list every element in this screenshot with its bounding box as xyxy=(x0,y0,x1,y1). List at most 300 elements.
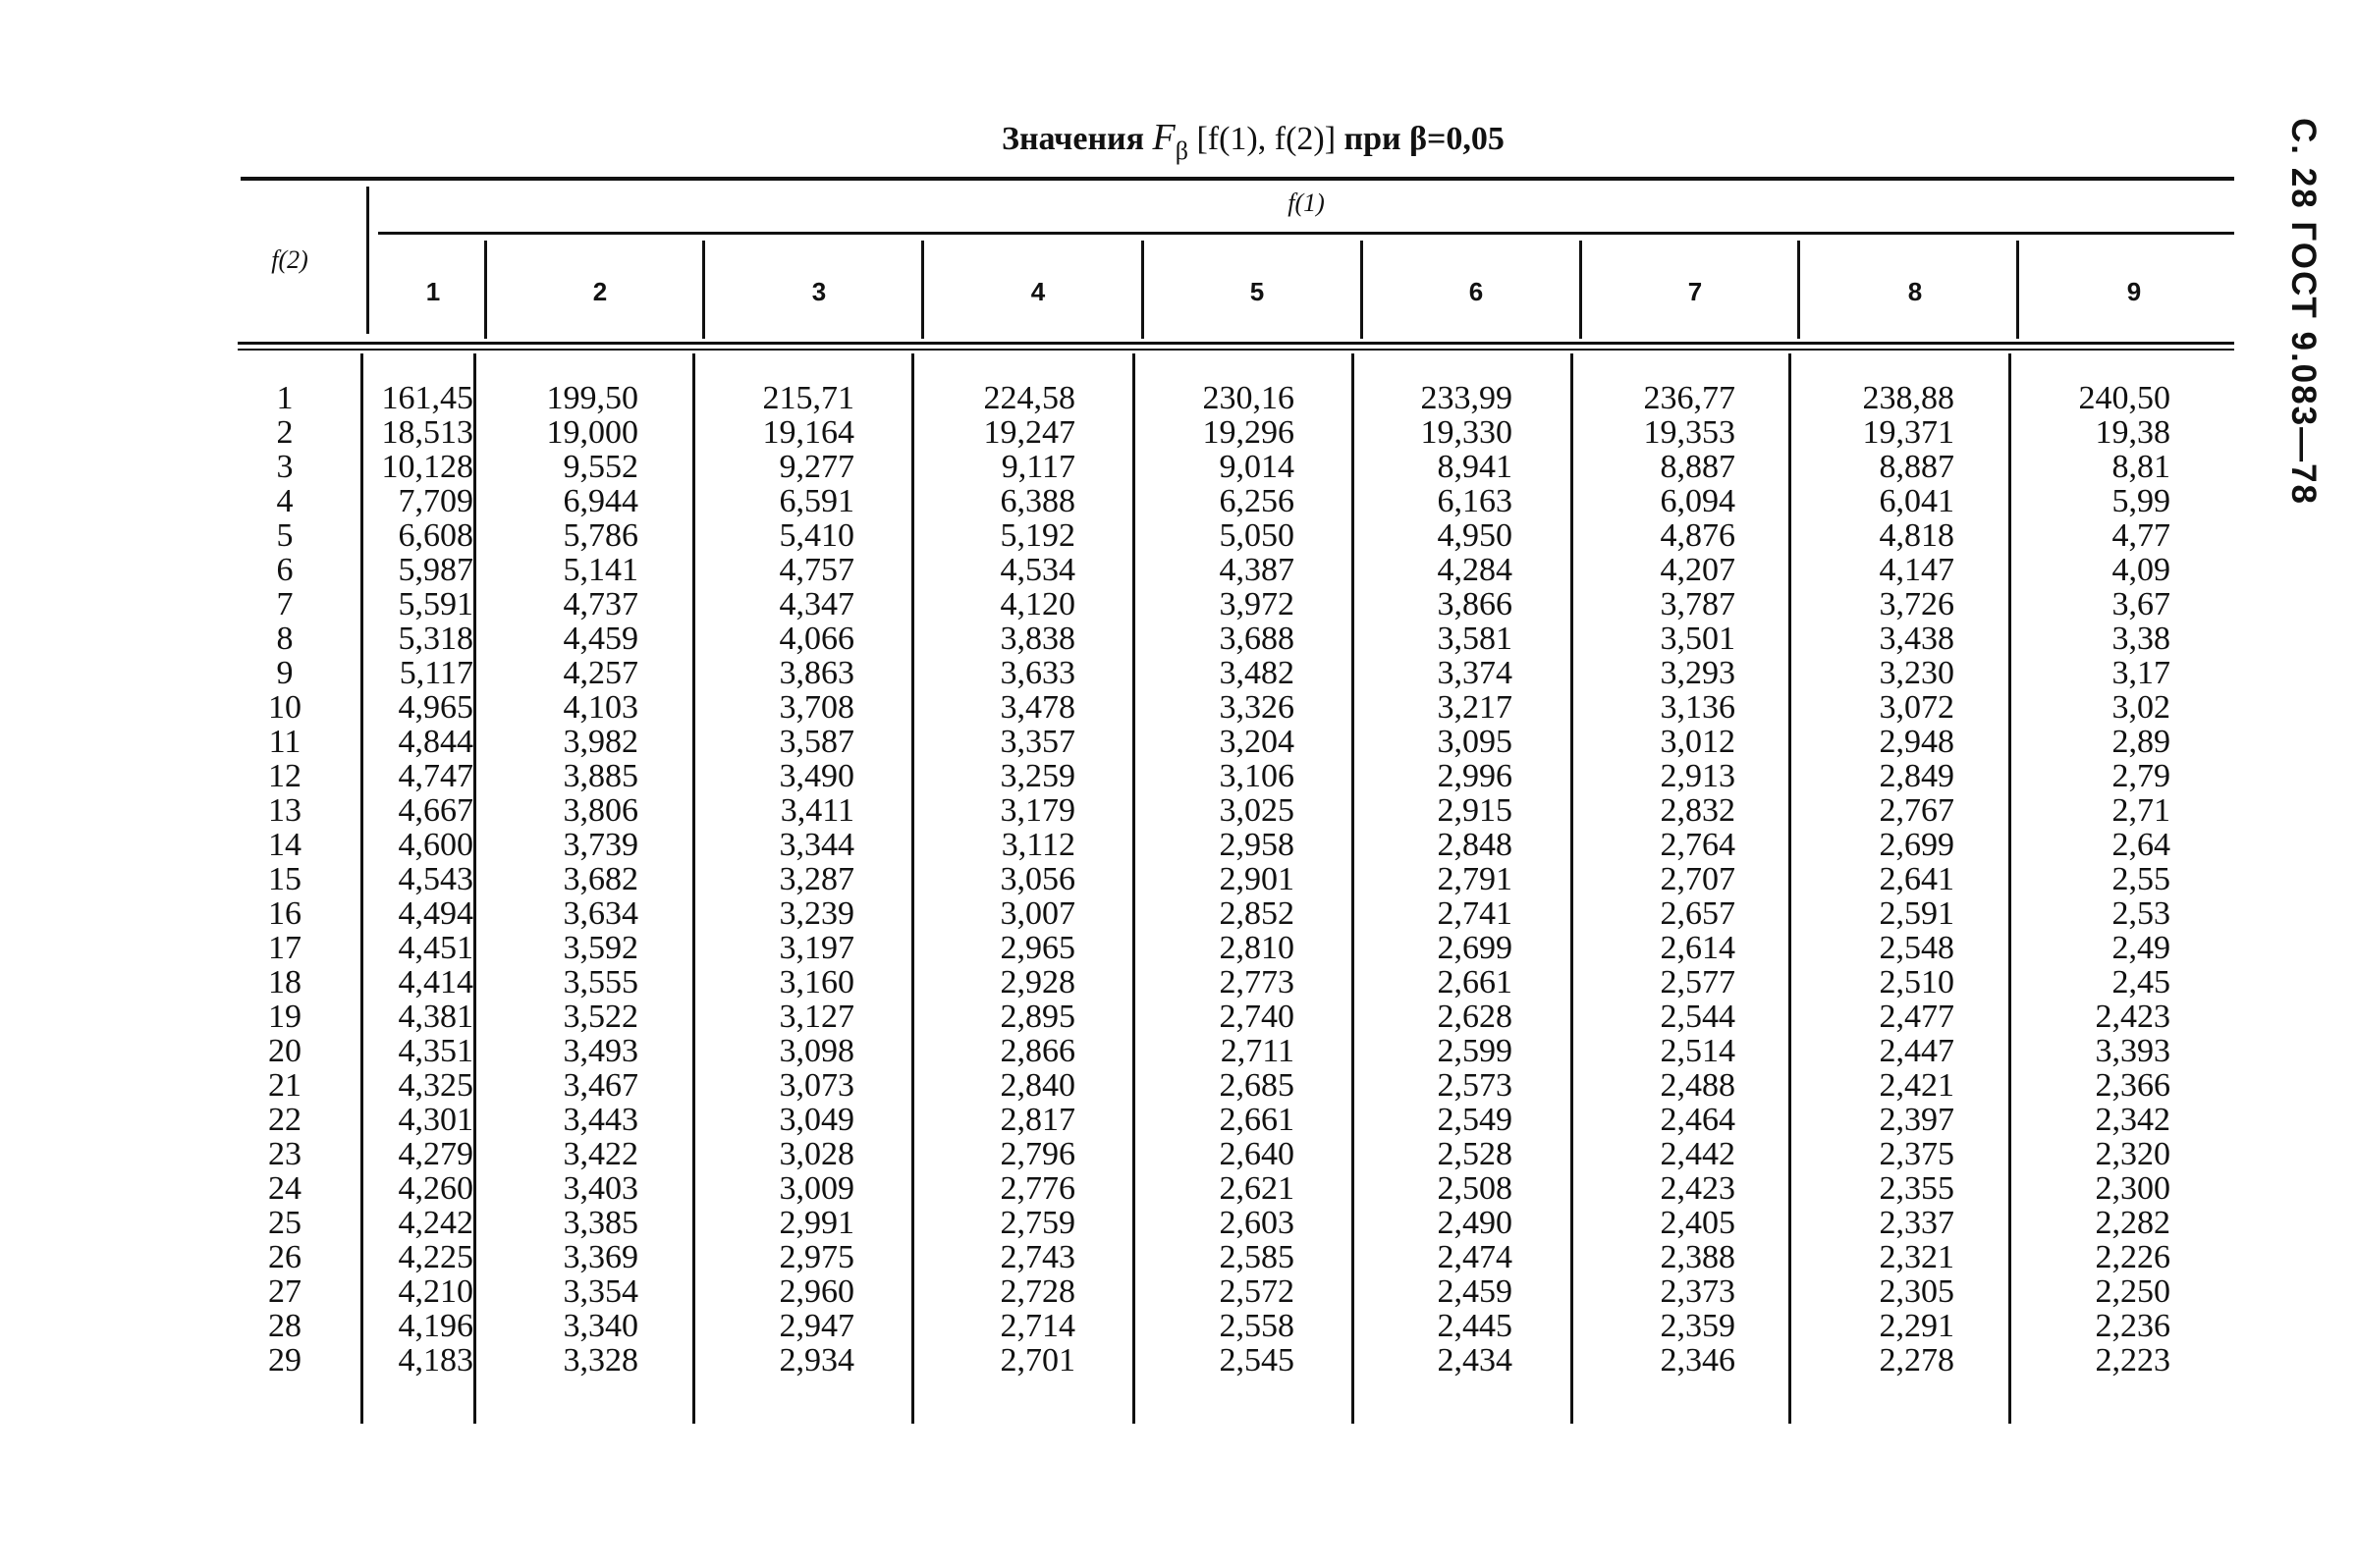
table-cell: 3,009 xyxy=(779,1170,854,1207)
table-top-rule xyxy=(241,177,2234,181)
table-cell: 3,259 xyxy=(1000,758,1075,794)
table-cell: 4,534 xyxy=(1000,552,1075,588)
row-label: 11 xyxy=(268,724,301,760)
row-label: 8 xyxy=(276,621,294,657)
table-cell: 3,127 xyxy=(779,999,854,1035)
table-cell: 3,501 xyxy=(1660,621,1735,657)
table-cell: 3,490 xyxy=(779,758,854,794)
table-cell: 2,621 xyxy=(1219,1170,1294,1207)
table-cell: 2,996 xyxy=(1437,758,1512,794)
table-cell: 4,965 xyxy=(398,689,473,726)
column-header: 5 xyxy=(1249,277,1265,306)
table-cell: 2,226 xyxy=(2095,1239,2170,1275)
table-cell: 8,887 xyxy=(1879,449,1954,485)
table-cell: 10,128 xyxy=(381,449,473,485)
table-cell: 2,459 xyxy=(1437,1273,1512,1310)
table-cell: 8,887 xyxy=(1660,449,1735,485)
table-cell: 5,987 xyxy=(398,552,473,588)
table-cell: 3,328 xyxy=(563,1342,638,1379)
table-cell: 2,373 xyxy=(1660,1273,1735,1310)
table-cell: 4,737 xyxy=(563,586,638,622)
table-cell: 5,786 xyxy=(563,517,638,554)
table-cell: 2,852 xyxy=(1219,895,1294,932)
column-header: 4 xyxy=(1030,277,1046,306)
table-cell: 2,791 xyxy=(1437,861,1512,897)
table-cell: 2,64 xyxy=(2111,827,2170,863)
table-cell: 4,600 xyxy=(398,827,473,863)
table-cell: 19,247 xyxy=(983,414,1075,451)
table-cell: 3,239 xyxy=(779,895,854,932)
row-label: 2 xyxy=(276,414,294,451)
table-cell: 3,467 xyxy=(563,1067,638,1104)
table-cell: 4,950 xyxy=(1437,517,1512,554)
table-cell: 2,849 xyxy=(1879,758,1954,794)
data-column-6 xyxy=(1365,381,1512,1378)
table-cell: 2,366 xyxy=(2095,1067,2170,1104)
table-cell: 2,291 xyxy=(1879,1308,1954,1344)
title-subscript: β xyxy=(1175,136,1188,165)
table-cell: 2,510 xyxy=(1879,964,1954,1000)
table-cell: 2,661 xyxy=(1219,1102,1294,1138)
row-label: 4 xyxy=(276,483,294,519)
table-cell: 3,354 xyxy=(563,1273,638,1310)
table-cell: 3,478 xyxy=(1000,689,1075,726)
table-cell: 4,196 xyxy=(398,1308,473,1344)
table-cell: 2,342 xyxy=(2095,1102,2170,1138)
table-cell: 2,934 xyxy=(779,1342,854,1379)
header-bottom-rule xyxy=(238,342,2234,345)
table-cell: 3,012 xyxy=(1660,724,1735,760)
table-cell: 161,45 xyxy=(381,380,473,416)
table-cell: 3,863 xyxy=(779,655,854,691)
table-cell: 4,459 xyxy=(563,621,638,657)
table-cell: 8,81 xyxy=(2111,449,2170,485)
row-label: 20 xyxy=(268,1033,301,1069)
col-divider-body xyxy=(2008,353,2011,1424)
table-cell: 4,325 xyxy=(398,1067,473,1104)
table-cell: 3,885 xyxy=(563,758,638,794)
table-cell: 2,508 xyxy=(1437,1170,1512,1207)
table-cell: 2,661 xyxy=(1437,964,1512,1000)
table-cell: 3,838 xyxy=(1000,621,1075,657)
title-suffix: при β=0,05 xyxy=(1343,121,1505,157)
table-cell: 2,423 xyxy=(1660,1170,1735,1207)
table-cell: 2,53 xyxy=(2111,895,2170,932)
table-cell: 9,014 xyxy=(1219,449,1294,485)
table-cell: 2,759 xyxy=(1000,1205,1075,1241)
table-cell: 3,393 xyxy=(2095,1033,2170,1069)
table-cell: 19,38 xyxy=(2095,414,2170,451)
row-label: 13 xyxy=(268,792,301,829)
table-cell: 2,49 xyxy=(2111,930,2170,966)
col-divider-header xyxy=(484,241,487,339)
table-cell: 233,99 xyxy=(1420,380,1512,416)
table-cell: 2,743 xyxy=(1000,1239,1075,1275)
row-label: 21 xyxy=(268,1067,301,1104)
page-header-caption: С. 28 ГОСТ 9.083—78 xyxy=(2284,118,2323,507)
table-cell: 19,353 xyxy=(1643,414,1735,451)
table-cell: 2,490 xyxy=(1437,1205,1512,1241)
table-cell: 2,305 xyxy=(1879,1273,1954,1310)
table-cell: 19,371 xyxy=(1862,414,1954,451)
table-cell: 2,89 xyxy=(2111,724,2170,760)
table-cell: 4,351 xyxy=(398,1033,473,1069)
table-cell: 2,346 xyxy=(1660,1342,1735,1379)
table-cell: 3,369 xyxy=(563,1239,638,1275)
table-cell: 2,901 xyxy=(1219,861,1294,897)
col-divider-header xyxy=(702,241,705,339)
table-cell: 2,591 xyxy=(1879,895,1954,932)
col-divider-body xyxy=(1788,353,1791,1424)
table-cell: 9,277 xyxy=(779,449,854,485)
table-cell: 3,293 xyxy=(1660,655,1735,691)
table-cell: 2,236 xyxy=(2095,1308,2170,1344)
table-cell: 2,321 xyxy=(1879,1239,1954,1275)
table-cell: 2,711 xyxy=(1220,1033,1294,1069)
table-cell: 4,279 xyxy=(398,1136,473,1172)
table-cell: 9,117 xyxy=(1001,449,1075,485)
table-cell: 3,411 xyxy=(780,792,854,829)
table-cell: 3,340 xyxy=(563,1308,638,1344)
table-cell: 2,300 xyxy=(2095,1170,2170,1207)
table-cell: 3,385 xyxy=(563,1205,638,1241)
table-cell: 2,657 xyxy=(1660,895,1735,932)
table-cell: 3,204 xyxy=(1219,724,1294,760)
table-cell: 3,403 xyxy=(563,1170,638,1207)
table-cell: 2,405 xyxy=(1660,1205,1735,1241)
table-cell: 3,633 xyxy=(1000,655,1075,691)
col-divider-body xyxy=(911,353,914,1424)
table-cell: 4,301 xyxy=(398,1102,473,1138)
column-header: 8 xyxy=(1907,277,1923,306)
table-cell: 4,242 xyxy=(398,1205,473,1241)
table-cell: 3,028 xyxy=(779,1136,854,1172)
table-cell: 3,443 xyxy=(563,1102,638,1138)
table-cell: 3,049 xyxy=(779,1102,854,1138)
table-cell: 2,79 xyxy=(2111,758,2170,794)
table-cell: 3,522 xyxy=(563,999,638,1035)
table-cell: 224,58 xyxy=(983,380,1075,416)
table-cell: 4,818 xyxy=(1879,517,1954,554)
table-cell: 2,375 xyxy=(1879,1136,1954,1172)
table-cell: 3,787 xyxy=(1660,586,1735,622)
table-cell: 6,163 xyxy=(1437,483,1512,519)
table-cell: 3,581 xyxy=(1437,621,1512,657)
table-cell: 199,50 xyxy=(546,380,638,416)
table-cell: 4,225 xyxy=(398,1239,473,1275)
table-cell: 2,355 xyxy=(1879,1170,1954,1207)
table-cell: 2,699 xyxy=(1879,827,1954,863)
col-divider-body xyxy=(1351,353,1354,1424)
table-cell: 7,709 xyxy=(398,483,473,519)
table-cell: 2,965 xyxy=(1000,930,1075,966)
table-cell: 3,072 xyxy=(1879,689,1954,726)
table-cell: 19,164 xyxy=(762,414,854,451)
row-label: 5 xyxy=(276,517,294,554)
row-label: 3 xyxy=(276,449,294,485)
table-cell: 4,066 xyxy=(779,621,854,657)
table-cell: 6,094 xyxy=(1660,483,1735,519)
table-cell: 6,591 xyxy=(779,483,854,519)
table-cell: 2,640 xyxy=(1219,1136,1294,1172)
table-cell: 2,740 xyxy=(1219,999,1294,1035)
table-cell: 3,106 xyxy=(1219,758,1294,794)
table-cell: 2,991 xyxy=(779,1205,854,1241)
table-cell: 2,549 xyxy=(1437,1102,1512,1138)
table-cell: 2,71 xyxy=(2111,792,2170,829)
table-cell: 18,513 xyxy=(381,414,473,451)
col-divider-header xyxy=(2016,241,2019,339)
row-label: 15 xyxy=(268,861,301,897)
table-cell: 3,136 xyxy=(1660,689,1735,726)
data-column-5 xyxy=(1147,381,1294,1378)
table-cell: 5,117 xyxy=(399,655,473,691)
table-cell: 3,866 xyxy=(1437,586,1512,622)
table-cell: 2,817 xyxy=(1000,1102,1075,1138)
table-cell: 3,17 xyxy=(2111,655,2170,691)
table-cell: 4,494 xyxy=(398,895,473,932)
table-cell: 4,747 xyxy=(398,758,473,794)
table-cell: 2,337 xyxy=(1879,1205,1954,1241)
table-cell: 4,260 xyxy=(398,1170,473,1207)
table-cell: 19,330 xyxy=(1420,414,1512,451)
table-cell: 2,477 xyxy=(1879,999,1954,1035)
table-cell: 2,776 xyxy=(1000,1170,1075,1207)
row-label: 24 xyxy=(268,1170,301,1207)
table-cell: 2,434 xyxy=(1437,1342,1512,1379)
table-cell: 2,572 xyxy=(1219,1273,1294,1310)
table-cell: 2,223 xyxy=(2095,1342,2170,1379)
table-cell: 2,442 xyxy=(1660,1136,1735,1172)
row-label: 29 xyxy=(268,1342,301,1379)
title-args: [f(1), f(2)] xyxy=(1196,121,1337,157)
row-label: 6 xyxy=(276,552,294,588)
data-column-2 xyxy=(491,381,638,1378)
row-label: 16 xyxy=(268,895,301,932)
table-cell: 4,77 xyxy=(2111,517,2170,554)
table-cell: 2,628 xyxy=(1437,999,1512,1035)
table-cell: 2,278 xyxy=(1879,1342,1954,1379)
table-cell: 2,641 xyxy=(1879,861,1954,897)
title-prefix: Значения xyxy=(1002,121,1145,157)
col-divider-body xyxy=(692,353,695,1424)
table-cell: 4,757 xyxy=(779,552,854,588)
table-cell: 9,552 xyxy=(563,449,638,485)
table-cell: 2,55 xyxy=(2111,861,2170,897)
table-cell: 3,634 xyxy=(563,895,638,932)
table-cell: 5,141 xyxy=(563,552,638,588)
table-cell: 4,414 xyxy=(398,964,473,1000)
table-cell: 3,056 xyxy=(1000,861,1075,897)
table-cell: 2,741 xyxy=(1437,895,1512,932)
table-cell: 4,147 xyxy=(1879,552,1954,588)
table-cell: 3,493 xyxy=(563,1033,638,1069)
table-cell: 3,287 xyxy=(779,861,854,897)
col-divider-header xyxy=(1141,241,1144,339)
data-column-4 xyxy=(928,381,1075,1378)
table-cell: 5,050 xyxy=(1219,517,1294,554)
table-cell: 2,445 xyxy=(1437,1308,1512,1344)
table-cell: 3,179 xyxy=(1000,792,1075,829)
table-cell: 2,45 xyxy=(2111,964,2170,1000)
table-cell: 3,160 xyxy=(779,964,854,1000)
table-cell: 2,514 xyxy=(1660,1033,1735,1069)
data-column-9 xyxy=(2023,381,2170,1378)
table-cell: 4,09 xyxy=(2111,552,2170,588)
col-divider-header xyxy=(921,241,924,339)
table-cell: 2,545 xyxy=(1219,1342,1294,1379)
table-cell: 4,387 xyxy=(1219,552,1294,588)
table-cell: 3,482 xyxy=(1219,655,1294,691)
table-cell: 2,447 xyxy=(1879,1033,1954,1069)
column-header: 1 xyxy=(425,277,441,306)
table-cell: 19,296 xyxy=(1202,414,1294,451)
table-cell: 2,866 xyxy=(1000,1033,1075,1069)
table-cell: 2,573 xyxy=(1437,1067,1512,1104)
table-cell: 2,585 xyxy=(1219,1239,1294,1275)
table-cell: 3,38 xyxy=(2111,621,2170,657)
table-cell: 2,810 xyxy=(1219,930,1294,966)
table-cell: 4,284 xyxy=(1437,552,1512,588)
table-cell: 2,960 xyxy=(779,1273,854,1310)
table-cell: 3,682 xyxy=(563,861,638,897)
table-cell: 4,844 xyxy=(398,724,473,760)
table-cell: 236,77 xyxy=(1643,380,1735,416)
title-symbol: F xyxy=(1152,117,1176,158)
table-cell: 240,50 xyxy=(2078,380,2170,416)
table-title xyxy=(1002,116,1505,165)
data-column-8 xyxy=(1802,381,1954,1378)
table-cell: 2,250 xyxy=(2095,1273,2170,1310)
table-cell: 4,667 xyxy=(398,792,473,829)
table-cell: 3,592 xyxy=(563,930,638,966)
table-cell: 2,397 xyxy=(1879,1102,1954,1138)
table-cell: 3,972 xyxy=(1219,586,1294,622)
col-divider-body xyxy=(1570,353,1573,1424)
table-cell: 4,876 xyxy=(1660,517,1735,554)
table-cell: 2,558 xyxy=(1219,1308,1294,1344)
table-cell: 4,381 xyxy=(398,999,473,1035)
table-cell: 3,098 xyxy=(779,1033,854,1069)
table-cell: 2,464 xyxy=(1660,1102,1735,1138)
table-cell: 3,806 xyxy=(563,792,638,829)
col-divider-header xyxy=(1360,241,1363,339)
table-cell: 2,701 xyxy=(1000,1342,1075,1379)
table-cell: 2,577 xyxy=(1660,964,1735,1000)
table-cell: 4,451 xyxy=(398,930,473,966)
row-label: 25 xyxy=(268,1205,301,1241)
table-cell: 4,183 xyxy=(398,1342,473,1379)
table-cell: 6,256 xyxy=(1219,483,1294,519)
table-cell: 3,344 xyxy=(779,827,854,863)
table-cell: 6,388 xyxy=(1000,483,1075,519)
table-cell: 6,608 xyxy=(398,517,473,554)
table-cell: 4,120 xyxy=(1000,586,1075,622)
f1-underline xyxy=(378,232,2234,235)
table-cell: 2,928 xyxy=(1000,964,1075,1000)
table-cell: 2,975 xyxy=(779,1239,854,1275)
table-cell: 3,739 xyxy=(563,827,638,863)
table-cell: 3,587 xyxy=(779,724,854,760)
table-cell: 5,410 xyxy=(779,517,854,554)
table-cell: 6,041 xyxy=(1879,483,1954,519)
table-cell: 5,99 xyxy=(2111,483,2170,519)
table-cell: 3,326 xyxy=(1219,689,1294,726)
table-cell: 2,773 xyxy=(1219,964,1294,1000)
row-label: 26 xyxy=(268,1239,301,1275)
table-cell: 2,895 xyxy=(1000,999,1075,1035)
table-cell: 4,347 xyxy=(779,586,854,622)
table-cell: 2,947 xyxy=(779,1308,854,1344)
table-cell: 2,421 xyxy=(1879,1067,1954,1104)
table-cell: 215,71 xyxy=(762,380,854,416)
table-cell: 2,714 xyxy=(1000,1308,1075,1344)
table-cell: 2,764 xyxy=(1660,827,1735,863)
table-cell: 2,544 xyxy=(1660,999,1735,1035)
table-cell: 3,67 xyxy=(2111,586,2170,622)
column-header: 2 xyxy=(592,277,608,306)
table-cell: 3,982 xyxy=(563,724,638,760)
table-cell: 3,708 xyxy=(779,689,854,726)
table-cell: 230,16 xyxy=(1202,380,1294,416)
table-cell: 2,320 xyxy=(2095,1136,2170,1172)
table-cell: 3,726 xyxy=(1879,586,1954,622)
table-cell: 2,707 xyxy=(1660,861,1735,897)
table-cell: 2,528 xyxy=(1437,1136,1512,1172)
table-cell: 2,282 xyxy=(2095,1205,2170,1241)
row-label: 23 xyxy=(268,1136,301,1172)
column-header: 9 xyxy=(2126,277,2142,306)
table-cell: 19,000 xyxy=(546,414,638,451)
table-cell: 3,197 xyxy=(779,930,854,966)
row-label: 18 xyxy=(268,964,301,1000)
row-labels-column xyxy=(246,381,324,1378)
row-label: 10 xyxy=(268,689,301,726)
table-cell: 4,257 xyxy=(563,655,638,691)
row-label: 28 xyxy=(268,1308,301,1344)
table-cell: 2,948 xyxy=(1879,724,1954,760)
stub-divider-body xyxy=(360,353,363,1424)
col-divider-header xyxy=(1797,241,1800,339)
table-cell: 3,357 xyxy=(1000,724,1075,760)
table-cell: 5,318 xyxy=(398,621,473,657)
table-cell: 3,422 xyxy=(563,1136,638,1172)
table-cell: 2,840 xyxy=(1000,1067,1075,1104)
table-cell: 2,958 xyxy=(1219,827,1294,863)
table-cell: 3,025 xyxy=(1219,792,1294,829)
table-cell: 2,359 xyxy=(1660,1308,1735,1344)
col-divider-header xyxy=(1579,241,1582,339)
data-column-7 xyxy=(1583,381,1735,1378)
table-cell: 4,207 xyxy=(1660,552,1735,588)
row-label: 7 xyxy=(276,586,294,622)
table-cell: 8,941 xyxy=(1437,449,1512,485)
table-cell: 4,210 xyxy=(398,1273,473,1310)
table-cell: 3,555 xyxy=(563,964,638,1000)
table-cell: 238,88 xyxy=(1862,380,1954,416)
table-cell: 5,591 xyxy=(398,586,473,622)
table-cell: 3,688 xyxy=(1219,621,1294,657)
table-cell: 2,388 xyxy=(1660,1239,1735,1275)
header-f2: f(2) xyxy=(271,245,308,274)
stub-divider-header xyxy=(366,187,369,334)
table-cell: 3,095 xyxy=(1437,724,1512,760)
column-header: 3 xyxy=(811,277,827,306)
table-cell: 3,230 xyxy=(1879,655,1954,691)
row-label: 9 xyxy=(276,655,294,691)
table-cell: 2,603 xyxy=(1219,1205,1294,1241)
table-cell: 2,614 xyxy=(1660,930,1735,966)
